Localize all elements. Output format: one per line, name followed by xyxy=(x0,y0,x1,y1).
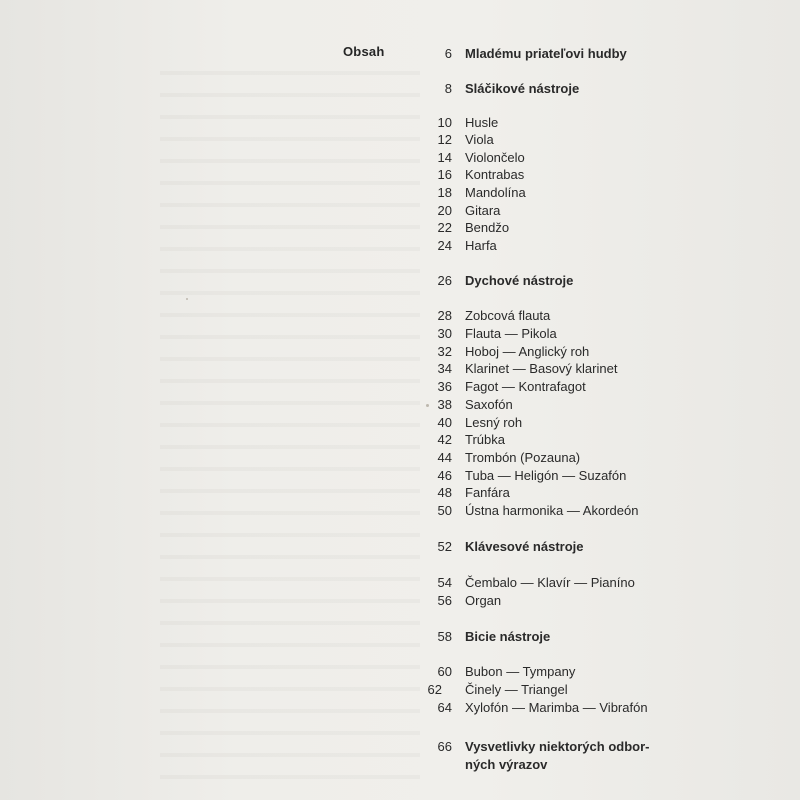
toc-page-number: 32 xyxy=(437,344,452,359)
toc-entry-title: Violončelo xyxy=(465,150,525,165)
toc-entry xyxy=(0,484,800,502)
toc-entry xyxy=(0,131,800,149)
toc-entry xyxy=(0,325,800,343)
toc-entry xyxy=(0,307,800,325)
toc-entry-title: Viola xyxy=(465,132,494,147)
toc-entry xyxy=(0,663,800,681)
toc-page-number: 52 xyxy=(437,539,452,554)
toc-entry xyxy=(0,414,800,432)
toc-page-number: 12 xyxy=(437,132,452,147)
toc-page-number: 56 xyxy=(437,593,452,608)
toc-page-number: 14 xyxy=(437,150,452,165)
toc-page-number: 18 xyxy=(437,185,452,200)
toc-entry xyxy=(0,114,800,132)
toc-page-number: 40 xyxy=(437,415,452,430)
toc-entry-title: Činely — Triangel xyxy=(465,682,568,697)
toc-page-number: 34 xyxy=(437,361,452,376)
toc-entry xyxy=(0,149,800,167)
toc-entry xyxy=(0,378,800,396)
toc-entry xyxy=(0,396,800,414)
toc-section-entry xyxy=(0,80,800,98)
toc-entry xyxy=(0,592,800,610)
toc-entry-title: Bendžo xyxy=(465,220,510,235)
toc-entry-title: Čembalo — Klavír — Pianíno xyxy=(465,575,635,590)
toc-entry-title: Dychové nástroje xyxy=(465,273,574,288)
toc-entry-title: Flauta — Pikola xyxy=(465,326,557,341)
toc-page-number: 44 xyxy=(437,450,452,465)
toc-page-number: 62 xyxy=(427,682,442,697)
toc-entry xyxy=(0,574,800,592)
toc-entry-title: Sláčikové nástroje xyxy=(465,81,580,96)
toc-page-number: 24 xyxy=(437,238,452,253)
toc-page-number: 26 xyxy=(437,273,452,288)
toc-entry xyxy=(0,360,800,378)
toc-entry-title: Gitara xyxy=(465,203,501,218)
toc-page-number: 30 xyxy=(437,326,452,341)
toc-section-entry xyxy=(0,272,800,290)
toc-entry xyxy=(0,166,800,184)
toc-entry-title: Vysvetlivky niektorých odbor- xyxy=(465,739,650,754)
toc-page-number: 36 xyxy=(437,379,452,394)
toc-entry-title: Mandolína xyxy=(465,185,526,200)
toc-entry-title: Lesný roh xyxy=(465,415,523,430)
toc-page-number: 38 xyxy=(437,397,452,412)
toc-entry-title: Trombón (Pozauna) xyxy=(465,450,581,465)
toc-entry-title: Mladému priateľovi hudby xyxy=(465,46,627,61)
toc-page-number: 28 xyxy=(437,308,452,323)
toc-page-number: 64 xyxy=(437,700,452,715)
toc-page-number: 16 xyxy=(437,167,452,182)
toc-entry-title: Harfa xyxy=(465,238,497,253)
toc-entry xyxy=(0,431,800,449)
toc-entry xyxy=(0,699,800,717)
toc-entry-title: Organ xyxy=(465,593,502,608)
toc-page-number: 54 xyxy=(437,575,452,590)
toc-page-number: 66 xyxy=(437,739,452,754)
toc-entry xyxy=(0,202,800,220)
toc-section-entry xyxy=(0,628,800,646)
toc-entry-title: Xylofón — Marimba — Vibrafón xyxy=(465,700,648,715)
toc-entry xyxy=(0,219,800,237)
toc-entry-title: Hoboj — Anglický roh xyxy=(465,344,590,359)
toc-section-entry xyxy=(0,738,800,756)
toc-entry-title: Fagot — Kontrafagot xyxy=(465,379,586,394)
toc-entry-title: Saxofón xyxy=(465,397,513,412)
toc-page-number: 20 xyxy=(437,203,452,218)
toc-entry-title: Husle xyxy=(465,115,499,130)
toc-page-number: 46 xyxy=(437,468,452,483)
toc-entry-title: Klarinet — Basový klarinet xyxy=(465,361,618,376)
toc-page-number: 8 xyxy=(444,81,452,96)
toc-entry-title: Trúbka xyxy=(465,432,505,447)
toc-entry xyxy=(0,467,800,485)
toc-entry xyxy=(0,681,800,699)
toc-entry-title: Zobcová flauta xyxy=(465,308,551,323)
toc-entry-title: Kontrabas xyxy=(465,167,525,182)
toc-section-entry xyxy=(0,538,800,556)
toc-entry-title: Fanfára xyxy=(465,485,510,500)
toc-section-entry xyxy=(0,45,800,63)
toc-page-number: 50 xyxy=(437,503,452,518)
toc-page-number: 42 xyxy=(437,432,452,447)
toc-page-number: 10 xyxy=(437,115,452,130)
toc-entry-continuation: ných výrazov xyxy=(465,757,548,772)
toc-entry xyxy=(0,502,800,520)
toc-page-number: 6 xyxy=(444,46,452,61)
toc-entry-title: Tuba — Heligón — Suzafón xyxy=(465,468,627,483)
toc-page-number: 22 xyxy=(437,220,452,235)
toc-entry xyxy=(0,449,800,467)
toc-heading: Obsah xyxy=(343,44,385,59)
toc-entry xyxy=(0,237,800,255)
toc-entry xyxy=(0,184,800,202)
toc-page-number: 48 xyxy=(437,485,452,500)
toc-entry xyxy=(0,343,800,361)
toc-entry-title: Ústna harmonika — Akordeón xyxy=(465,503,639,518)
toc-page-number: 58 xyxy=(437,629,452,644)
toc-entry-title: Bubon — Tympany xyxy=(465,664,576,679)
toc-page-number: 60 xyxy=(437,664,452,679)
toc-entry-title: Bicie nástroje xyxy=(465,629,551,644)
toc-entry-title: Klávesové nástroje xyxy=(465,539,584,554)
